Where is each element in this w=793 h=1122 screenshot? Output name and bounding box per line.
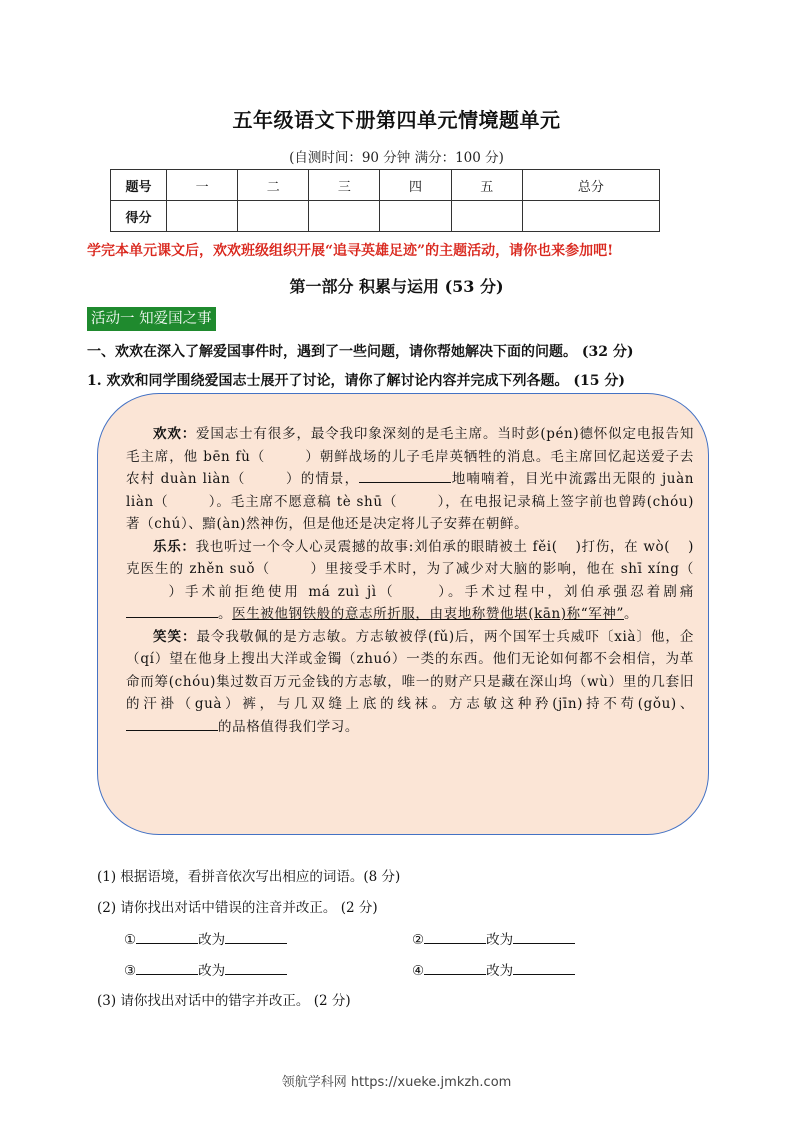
dialogue-text-segment: 。 bbox=[623, 606, 639, 622]
correction-number: ③ bbox=[124, 963, 137, 979]
score-cell-total[interactable] bbox=[522, 201, 659, 232]
activity-label: 活动一 知爱国之事 bbox=[87, 307, 216, 331]
answer-blank[interactable] bbox=[136, 929, 198, 944]
part-title: 第一部分 积累与运用 (53 分) bbox=[289, 277, 504, 296]
dialogue-text-segment: ）。手术过程中，刘伯承强忍着剧痛 bbox=[435, 583, 694, 600]
score-cell[interactable] bbox=[167, 201, 238, 232]
correction-row-1 bbox=[124, 928, 287, 948]
fill-blank-line[interactable] bbox=[126, 716, 218, 731]
underlined-sentence: 医生被他钢铁般的意志所折服，由衷地称赞他堪(kān)称“军神” bbox=[232, 606, 624, 622]
score-table-col-3: 三 bbox=[309, 170, 380, 201]
dialogue-text bbox=[126, 423, 694, 738]
correction-number: ② bbox=[412, 932, 425, 948]
sub-question-2: (2) 请你找出对话中错误的注音并改正。 (2 分) bbox=[97, 900, 378, 916]
page-title: 五年级语文下册第四单元情境题单元 bbox=[232, 108, 561, 132]
dialogue-text-segment: )克医生的 zhěn suǒ（ bbox=[126, 538, 694, 577]
dialogue-text-segment: ）的情景， bbox=[285, 471, 360, 487]
correction-number: ④ bbox=[412, 963, 425, 979]
speaker-name: 乐乐： bbox=[153, 538, 196, 555]
correction-row-4 bbox=[412, 959, 575, 979]
fill-blank-line[interactable] bbox=[359, 468, 451, 483]
dialogue-text-segment: 爱国志士有很多，最令我印象深刻的是毛主席。当时彭(pén)德怀似定电报告知毛主席，他 bēn fù（ bbox=[126, 426, 694, 465]
score-cell[interactable] bbox=[380, 201, 451, 232]
dialogue-text-segment: ）里接受手术时，为了减少对大脑的影响，他在 shī xíng（ bbox=[310, 561, 694, 577]
correction-number: ① bbox=[124, 932, 137, 948]
answer-blank[interactable] bbox=[136, 960, 198, 975]
intro-text: 学完本单元课文后，欢欢班级组织开展“追寻英雄足迹”的主题活动，请你也来参加吧! bbox=[87, 243, 614, 259]
question-1-1: 1. 欢欢和同学围绕爱国志士展开了讨论，请你了解讨论内容并完成下列各题。 (15 分) bbox=[87, 373, 625, 389]
score-cell[interactable] bbox=[309, 201, 380, 232]
score-table-col-5: 五 bbox=[451, 170, 522, 201]
answer-blank[interactable] bbox=[225, 929, 287, 944]
dialogue-text-segment: ），在电报记录稿上签字前也曾踌(chóu)著（chú）、黯(àn)然神伤，但是他还是决定将儿子安葬在朝鲜。 bbox=[126, 493, 694, 532]
answer-blank[interactable] bbox=[513, 929, 575, 944]
dialogue-text-segment: ）。毛主席不愿意稿 tè shū（ bbox=[208, 493, 398, 510]
score-table-score-row bbox=[111, 201, 660, 232]
sub-question-3: (3) 请你找出对话中的错字并改正。 (2 分) bbox=[97, 993, 351, 1009]
page-footer: 领航学科网 https://xueke.jmkzh.com bbox=[281, 1075, 512, 1090]
speaker-name: 笑笑： bbox=[153, 628, 197, 645]
dialogue-text-segment: )打伤，在 wò( bbox=[575, 538, 671, 555]
exam-time-info: (自测时间：90 分钟 满分：100 分) bbox=[289, 150, 504, 166]
correction-connector: 改为 bbox=[198, 932, 226, 948]
dialogue-text-segment: 我也听过一个令人心灵震撼的故事:刘伯承的眼睛被土 fěi( bbox=[195, 538, 558, 555]
dialogue-text-segment: 的品格值得我们学习。 bbox=[218, 718, 359, 735]
correction-row-3 bbox=[124, 959, 287, 979]
dialogue-text-segment: ）朝鲜战场的儿子毛岸英牺牲的消息。毛主席回忆起送爱子去农村 duàn liàn（ bbox=[126, 448, 694, 487]
dialogue-text-segment: ）手术前拒绝使用 má zuì jì（ bbox=[166, 583, 396, 600]
score-cell[interactable] bbox=[238, 201, 309, 232]
correction-connector: 改为 bbox=[486, 963, 514, 979]
score-table-header-row bbox=[111, 170, 660, 201]
sub-question-1: (1) 根据语境，看拼音依次写出相应的词语。(8 分) bbox=[97, 869, 401, 885]
answer-blank[interactable] bbox=[225, 960, 287, 975]
dialogue-text-segment: 最令我敬佩的是方志敏。方志敏被俘(fǔ)后，两个国军士兵威吓〔xià〕他，企（qí）望在他身上搜出大洋或金镯（zhuó）一类的东西。他们无论如何都不会相信，为革命而筹(chóu)集过数百万元金钱的方志敏，唯一的财产只是藏在深山坞（wù）里的几套旧的汗褂（guà）裤，与几双缝上底的线袜。方志敏这种矜(jīn)持不苟(gǒu)、 bbox=[126, 628, 694, 712]
fill-blank-line[interactable] bbox=[126, 603, 218, 618]
correction-row-2 bbox=[412, 928, 575, 948]
dialogue-paragraph-lele bbox=[126, 536, 694, 626]
score-table-col-2: 二 bbox=[238, 170, 309, 201]
dialogue-text-segment: 。 bbox=[218, 606, 233, 622]
dialogue-paragraph-xiaoxiao bbox=[126, 626, 694, 739]
speaker-name: 欢欢： bbox=[153, 426, 197, 442]
answer-blank[interactable] bbox=[424, 960, 486, 975]
score-table-header-label: 题号 bbox=[111, 170, 167, 201]
score-table-col-4: 四 bbox=[380, 170, 451, 201]
answer-blank[interactable] bbox=[424, 929, 486, 944]
score-cell[interactable] bbox=[451, 201, 522, 232]
score-table bbox=[110, 169, 660, 232]
score-table-col-1: 一 bbox=[167, 170, 238, 201]
correction-connector: 改为 bbox=[486, 932, 514, 948]
dialogue-paragraph-huanhuan bbox=[126, 423, 694, 536]
score-table-col-total: 总分 bbox=[522, 170, 659, 201]
answer-blank[interactable] bbox=[513, 960, 575, 975]
dialogue-text-segment: 地喃喃着，目光中流露出无限的 juàn liàn（ bbox=[126, 471, 695, 510]
score-table-row-label: 得分 bbox=[111, 201, 167, 232]
correction-connector: 改为 bbox=[198, 963, 226, 979]
question-1: 一、欢欢在深入了解爱国事件时，遇到了一些问题，请你帮她解决下面的问题。 (32 分) bbox=[87, 344, 634, 360]
